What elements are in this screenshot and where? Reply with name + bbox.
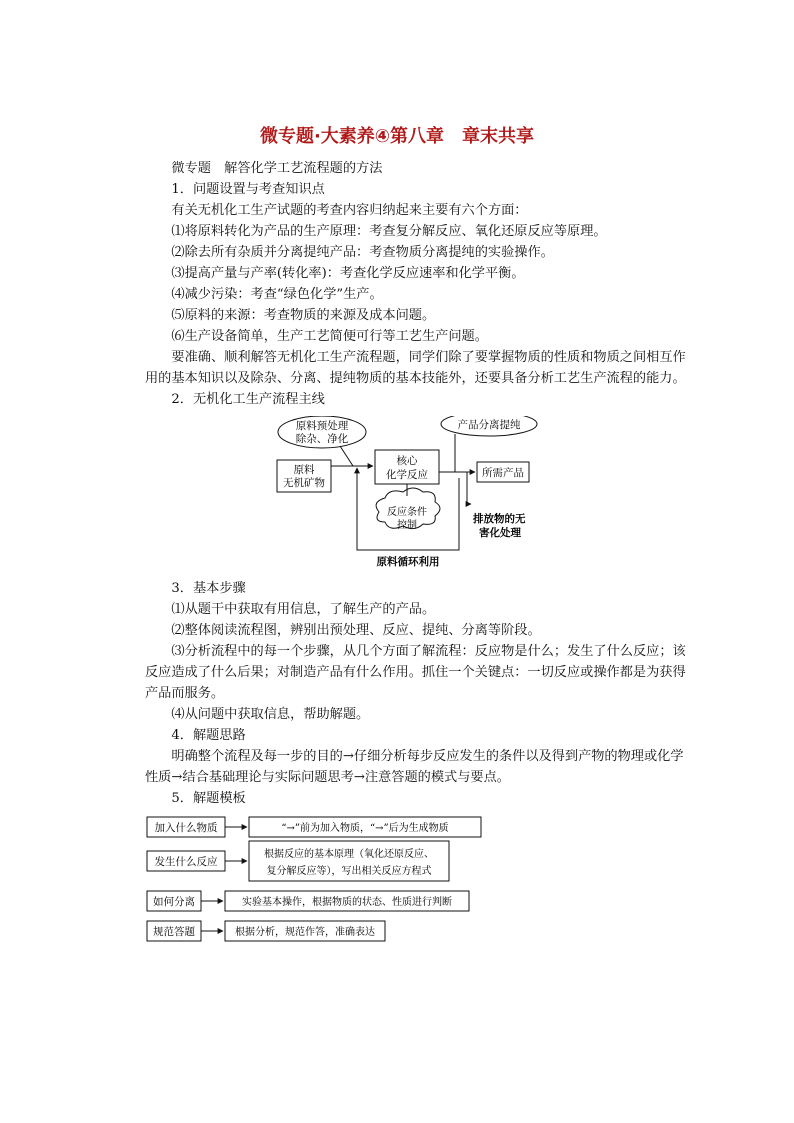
recycle-label: 原料循环利用: [376, 556, 440, 568]
section-3-item: ⑶分析流程中的每一个步骤，从几个方面了解流程：反应物是什么；发生了什么反应；该反应造成了什么后果；对制造产品有什么作用。抓住一个关键点：一切反应或操作都是为获得产品而服务。: [145, 644, 686, 701]
template-label: 规范答题: [153, 926, 195, 938]
raw-material-label-2: 无机矿物: [283, 477, 325, 489]
raw-material-label-1: 原料: [293, 464, 315, 476]
template-text: 根据反应的基本原理（氧化还原反应、: [264, 849, 434, 860]
section-1-paragraph: 要准确、顺利解答无机化工生产流程题，同学们除了要掌握物质的性质和物质之间相互作用的基本知识以及除杂、分离、提纯物质的基本技能外，还要具备分析工艺生产流程的能力。: [145, 350, 686, 386]
section-1-item: ⑸原料的来源：考查物质的来源及成本问题。: [171, 308, 436, 323]
core-reaction-label-2: 化学反应: [386, 469, 428, 481]
section-5-heading: 5．解题模板: [171, 791, 246, 806]
section-1-item: ⑵除去所有杂质并分离提纯产品：考查物质分离提纯的实验操作。: [171, 245, 554, 260]
flow-diagram: [275, 416, 565, 570]
section-1-lead: 有关无机化工生产试题的考查内容归纳起来主要有六个方面：: [171, 203, 528, 218]
intro-heading: 微专题 解答化学工艺流程题的方法: [171, 161, 383, 176]
section-3-item: ⑷从问题中获取信息，帮助解题。: [171, 707, 370, 722]
section-3-heading: 3．基本步骤: [171, 581, 246, 596]
section-4-heading: 4．解题思路: [171, 728, 246, 743]
product-label: 所需产品: [482, 467, 524, 479]
template-label: 加入什么物质: [154, 822, 218, 834]
section-1-item: ⑹生产设备简单，生产工艺简便可行等工艺生产问题。: [171, 329, 488, 344]
template-text: 复分解反应等），写出相关反应方程式: [266, 866, 432, 877]
section-3-item: ⑵整体阅读流程图，辨别出预处理、反应、提纯、分离等阶段。: [171, 623, 541, 638]
section-1-item: ⑴将原料转化为产品的生产原理：考查复分解反应、氧化还原反应等原理。: [171, 224, 607, 239]
section-3-item: ⑴从题干中获取有用信息，了解生产的产品。: [171, 602, 436, 617]
pretreatment-label-2: 除杂、净化: [295, 433, 349, 445]
section-2-heading: 2．无机化工生产流程主线: [171, 392, 325, 407]
template-text: “→”前为加入物质，“→”后为生成物质: [281, 823, 449, 834]
waste-label-2: 害化处理: [479, 527, 521, 539]
waste-label-1: 排放物的无: [473, 513, 526, 525]
page-title: 微专题·大素养④第八章 章末共享: [259, 126, 535, 147]
bubble-pointer: [340, 446, 353, 466]
condition-label-1: 反应条件: [387, 507, 427, 518]
template-text: 实验基本操作，根据物质的状态、性质进行判断: [242, 897, 452, 908]
separation-label: 产品分离提纯: [457, 419, 521, 431]
template-label: 如何分离: [153, 896, 195, 908]
template-label: 发生什么反应: [154, 856, 218, 868]
section-1-item: ⑶提高产量与产率(转化率)：考查化学反应速率和化学平衡。: [171, 266, 525, 281]
section-4-paragraph: 明确整个流程及每一步的目的→仔细分析每步反应发生的条件以及得到产物的物理或化学性质→结合基础理论与实际问题思考→注意答题的模式与要点。: [145, 749, 684, 785]
answer-template-diagram: [145, 815, 485, 955]
template-text: 根据分析，规范作答，准确表达: [235, 927, 375, 938]
core-reaction-label-1: 核心: [396, 455, 418, 467]
section-1-heading: 1．问题设置与考查知识点: [171, 182, 325, 197]
pretreatment-label-1: 原料预处理: [295, 420, 349, 432]
condition-label-2: 控制: [397, 520, 417, 531]
section-1-item: ⑷减少污染：考查“绿色化学”生产。: [171, 287, 383, 302]
document-body: [145, 158, 693, 955]
